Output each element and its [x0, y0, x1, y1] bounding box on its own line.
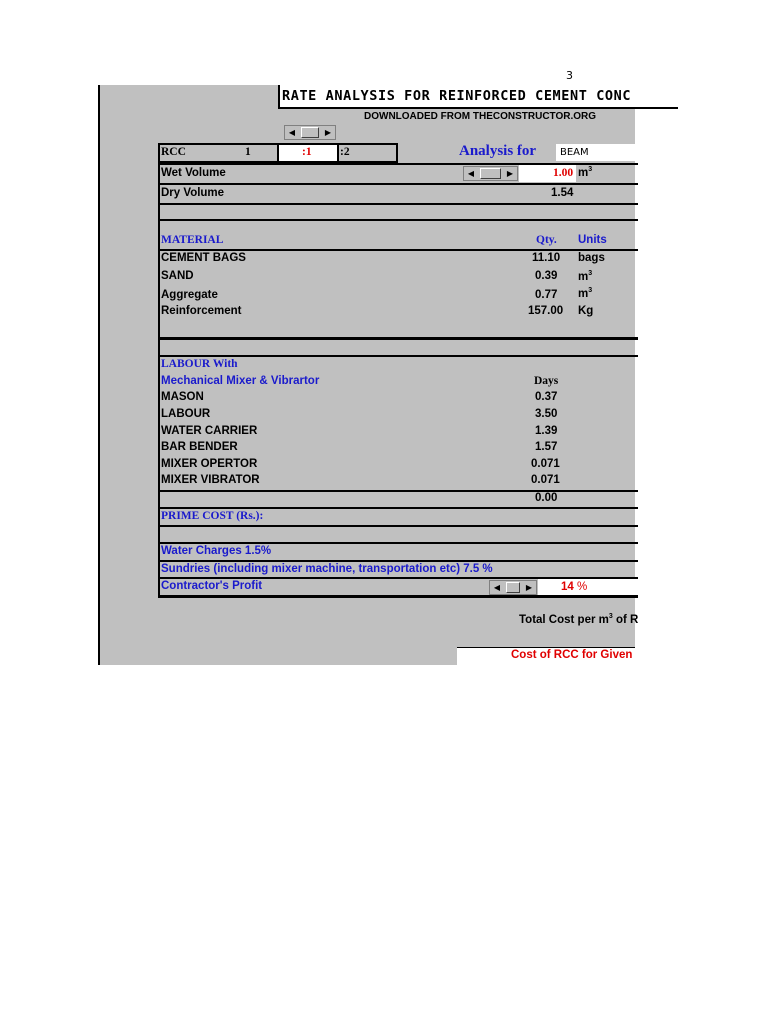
spin-thumb[interactable] — [506, 582, 520, 593]
profit-value: 14 % — [561, 581, 588, 593]
sundries-label: Sundries (including mixer machine, transportation etc) 7.5 % — [161, 563, 493, 575]
row-line — [158, 249, 638, 251]
wet-volume-value: 1.00 — [553, 167, 574, 179]
mix-spinner[interactable] — [284, 125, 336, 140]
row-line — [158, 219, 638, 221]
row-line — [158, 507, 638, 509]
labour-days: 1.57 — [535, 441, 558, 453]
cost-given-label: Cost of RCC for Given — [511, 649, 633, 661]
page-number: 3 — [566, 69, 573, 82]
material-unit: $m^3$ — [578, 270, 593, 283]
material-name: CEMENT BAGS — [161, 252, 246, 264]
col-line — [158, 340, 160, 355]
analysis-for-select[interactable] — [556, 144, 635, 161]
material-qty: 0.39 — [535, 270, 558, 282]
section-line — [158, 337, 638, 340]
spin-thumb[interactable] — [301, 127, 319, 138]
mix-aggregate: :2 — [340, 146, 350, 158]
row-line — [158, 355, 638, 357]
material-name: Aggregate — [161, 289, 218, 301]
spin-left-icon[interactable]: ◀ — [288, 128, 296, 137]
spin-left-icon[interactable]: ◀ — [467, 169, 475, 178]
material-qty: 0.77 — [535, 289, 558, 301]
labour-days: 1.39 — [535, 425, 558, 437]
days-header: Days — [534, 375, 559, 387]
row-line — [158, 560, 638, 562]
labour-days: 0.071 — [531, 458, 560, 470]
labour-header: LABOUR With — [161, 358, 238, 370]
labour-name: LABOUR — [161, 408, 211, 420]
spin-left-icon[interactable]: ◀ — [493, 583, 501, 592]
spin-right-icon[interactable]: ▶ — [506, 169, 514, 178]
row-line — [158, 542, 638, 544]
mix-label: RCC — [161, 146, 186, 158]
labour-days: 0.071 — [531, 474, 560, 486]
contractor-profit-label: Contractor's Profit — [161, 580, 263, 592]
material-name: SAND — [161, 270, 194, 282]
labour-name: WATER CARRIER — [161, 425, 258, 437]
material-unit: bags — [578, 252, 605, 264]
qty-header: Qty. — [536, 234, 557, 246]
mix-sand[interactable]: :1 — [302, 146, 312, 158]
labour-total: 0.00 — [535, 492, 558, 504]
col-line — [158, 205, 160, 220]
material-qty: 11.10 — [532, 252, 561, 264]
wet-volume-unit: $m^3$ — [578, 166, 593, 179]
wet-volume-spinner[interactable] — [463, 166, 518, 181]
water-charges-label: Water Charges 1.5% — [161, 545, 272, 557]
material-unit: Kg — [578, 305, 594, 317]
units-header: Units — [578, 234, 607, 246]
row-line — [158, 525, 638, 527]
dry-volume-label: Dry Volume — [161, 187, 225, 199]
labour-name: MIXER VIBRATOR — [161, 474, 260, 486]
labour-name: MASON — [161, 391, 204, 403]
labour-name: BAR BENDER — [161, 441, 238, 453]
section-line — [158, 595, 638, 598]
total-cost-label: Total Cost per $m^3$ of R — [519, 613, 639, 626]
material-qty: 157.00 — [528, 305, 564, 317]
row-line — [158, 183, 638, 185]
prime-cost-label: PRIME COST (Rs.): — [161, 510, 264, 522]
labour-subheader: Mechanical Mixer & Vibrartor — [161, 375, 320, 387]
row-line — [158, 490, 638, 492]
col-line — [158, 219, 160, 339]
mix-divider — [337, 143, 339, 163]
left-border — [98, 85, 100, 665]
material-name: Reinforcement — [161, 305, 242, 317]
profit-spinner[interactable] — [489, 580, 537, 595]
labour-days: 0.37 — [535, 391, 558, 403]
wet-volume-label: Wet Volume — [161, 167, 226, 179]
spin-right-icon[interactable]: ▶ — [324, 128, 332, 137]
spin-thumb[interactable] — [480, 168, 501, 179]
spin-right-icon[interactable]: ▶ — [525, 583, 533, 592]
mix-cement: 1 — [245, 146, 251, 158]
material-unit: $m^3$ — [578, 287, 593, 300]
material-header: MATERIAL — [161, 234, 224, 246]
page-title: RATE ANALYSIS FOR REINFORCED CEMENT CONC — [282, 88, 632, 104]
labour-days: 3.50 — [535, 408, 558, 420]
page-subtitle: DOWNLOADED FROM THECONSTRUCTOR.ORG — [364, 111, 597, 122]
labour-name: MIXER OPERTOR — [161, 458, 258, 470]
analysis-for-label: Analysis for — [459, 143, 537, 159]
analysis-for-value: BEAM — [560, 147, 589, 158]
dry-volume-value: 1.54 — [551, 187, 574, 199]
